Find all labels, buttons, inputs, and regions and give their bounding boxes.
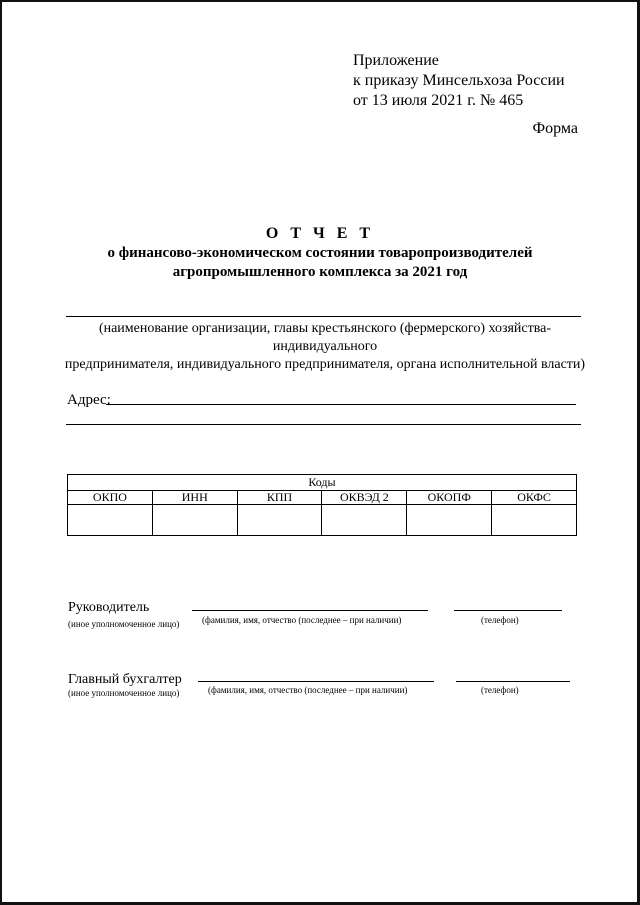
page-edge-top <box>0 0 640 2</box>
codes-header: Коды <box>68 475 577 491</box>
address-label: Адрес: <box>67 392 111 408</box>
director-phone-note: (телефон) <box>481 615 519 625</box>
signature-role-note-accountant: (иное уполномоченное лицо) <box>68 688 180 698</box>
signature-role-accountant: Главный бухгалтер <box>68 672 182 687</box>
director-name-note: (фамилия, имя, отчество (последнее – при наличии) <box>202 615 402 625</box>
appendix-block <box>353 51 565 111</box>
appendix-line-2: к приказу Минсельхоза России <box>353 72 565 89</box>
appendix-line-3: от 13 июля 2021 г. № 465 <box>353 92 524 109</box>
signature-role-note-director: (иное уполномоченное лицо) <box>68 619 180 629</box>
column-header-okved2: ОКВЭД 2 <box>322 491 407 505</box>
codes-column-headers <box>68 491 577 505</box>
report-subtitle <box>60 244 580 282</box>
code-cell-kpp[interactable] <box>237 505 322 536</box>
column-header-okfs: ОКФС <box>492 491 577 505</box>
column-header-okpo: ОКПО <box>68 491 153 505</box>
report-subtitle-line-2: агропромышленного комплекса за 2021 год <box>172 264 468 280</box>
director-name-field[interactable] <box>192 610 428 611</box>
appendix-line-1: Приложение <box>353 52 439 69</box>
accountant-name-field[interactable] <box>198 681 434 682</box>
organization-caption-line-1: (наименование организации, главы крестьянского (фермерского) хозяйства-индивидуального <box>98 321 552 354</box>
report-subtitle-line-1: о финансово-экономическом состоянии товаропроизводителей <box>107 245 533 261</box>
code-cell-okved2[interactable] <box>322 505 407 536</box>
report-title: О Т Ч Е Т <box>265 225 375 242</box>
director-phone-field[interactable] <box>454 610 562 611</box>
organization-caption <box>60 320 590 374</box>
organization-caption-line-2: предпринимателя, индивидуального предпринимателя, органа исполнительной власти) <box>64 357 586 372</box>
page-edge-left <box>0 0 2 905</box>
form-label: Форма <box>532 120 578 137</box>
column-header-okopf: ОКОПФ <box>407 491 492 505</box>
organization-name-field[interactable] <box>66 316 581 317</box>
column-header-inn: ИНН <box>152 491 237 505</box>
accountant-phone-field[interactable] <box>456 681 570 682</box>
codes-table <box>67 474 577 536</box>
codes-value-row <box>68 505 577 536</box>
code-cell-okpo[interactable] <box>68 505 153 536</box>
signature-role-director: Руководитель <box>68 600 150 615</box>
address-field-line-2[interactable] <box>66 424 581 425</box>
accountant-name-note: (фамилия, имя, отчество (последнее – при наличии) <box>208 685 408 695</box>
code-cell-okopf[interactable] <box>407 505 492 536</box>
address-field-line-1[interactable] <box>106 404 576 405</box>
code-cell-inn[interactable] <box>152 505 237 536</box>
accountant-phone-note: (телефон) <box>481 685 519 695</box>
code-cell-okfs[interactable] <box>492 505 577 536</box>
column-header-kpp: КПП <box>237 491 322 505</box>
